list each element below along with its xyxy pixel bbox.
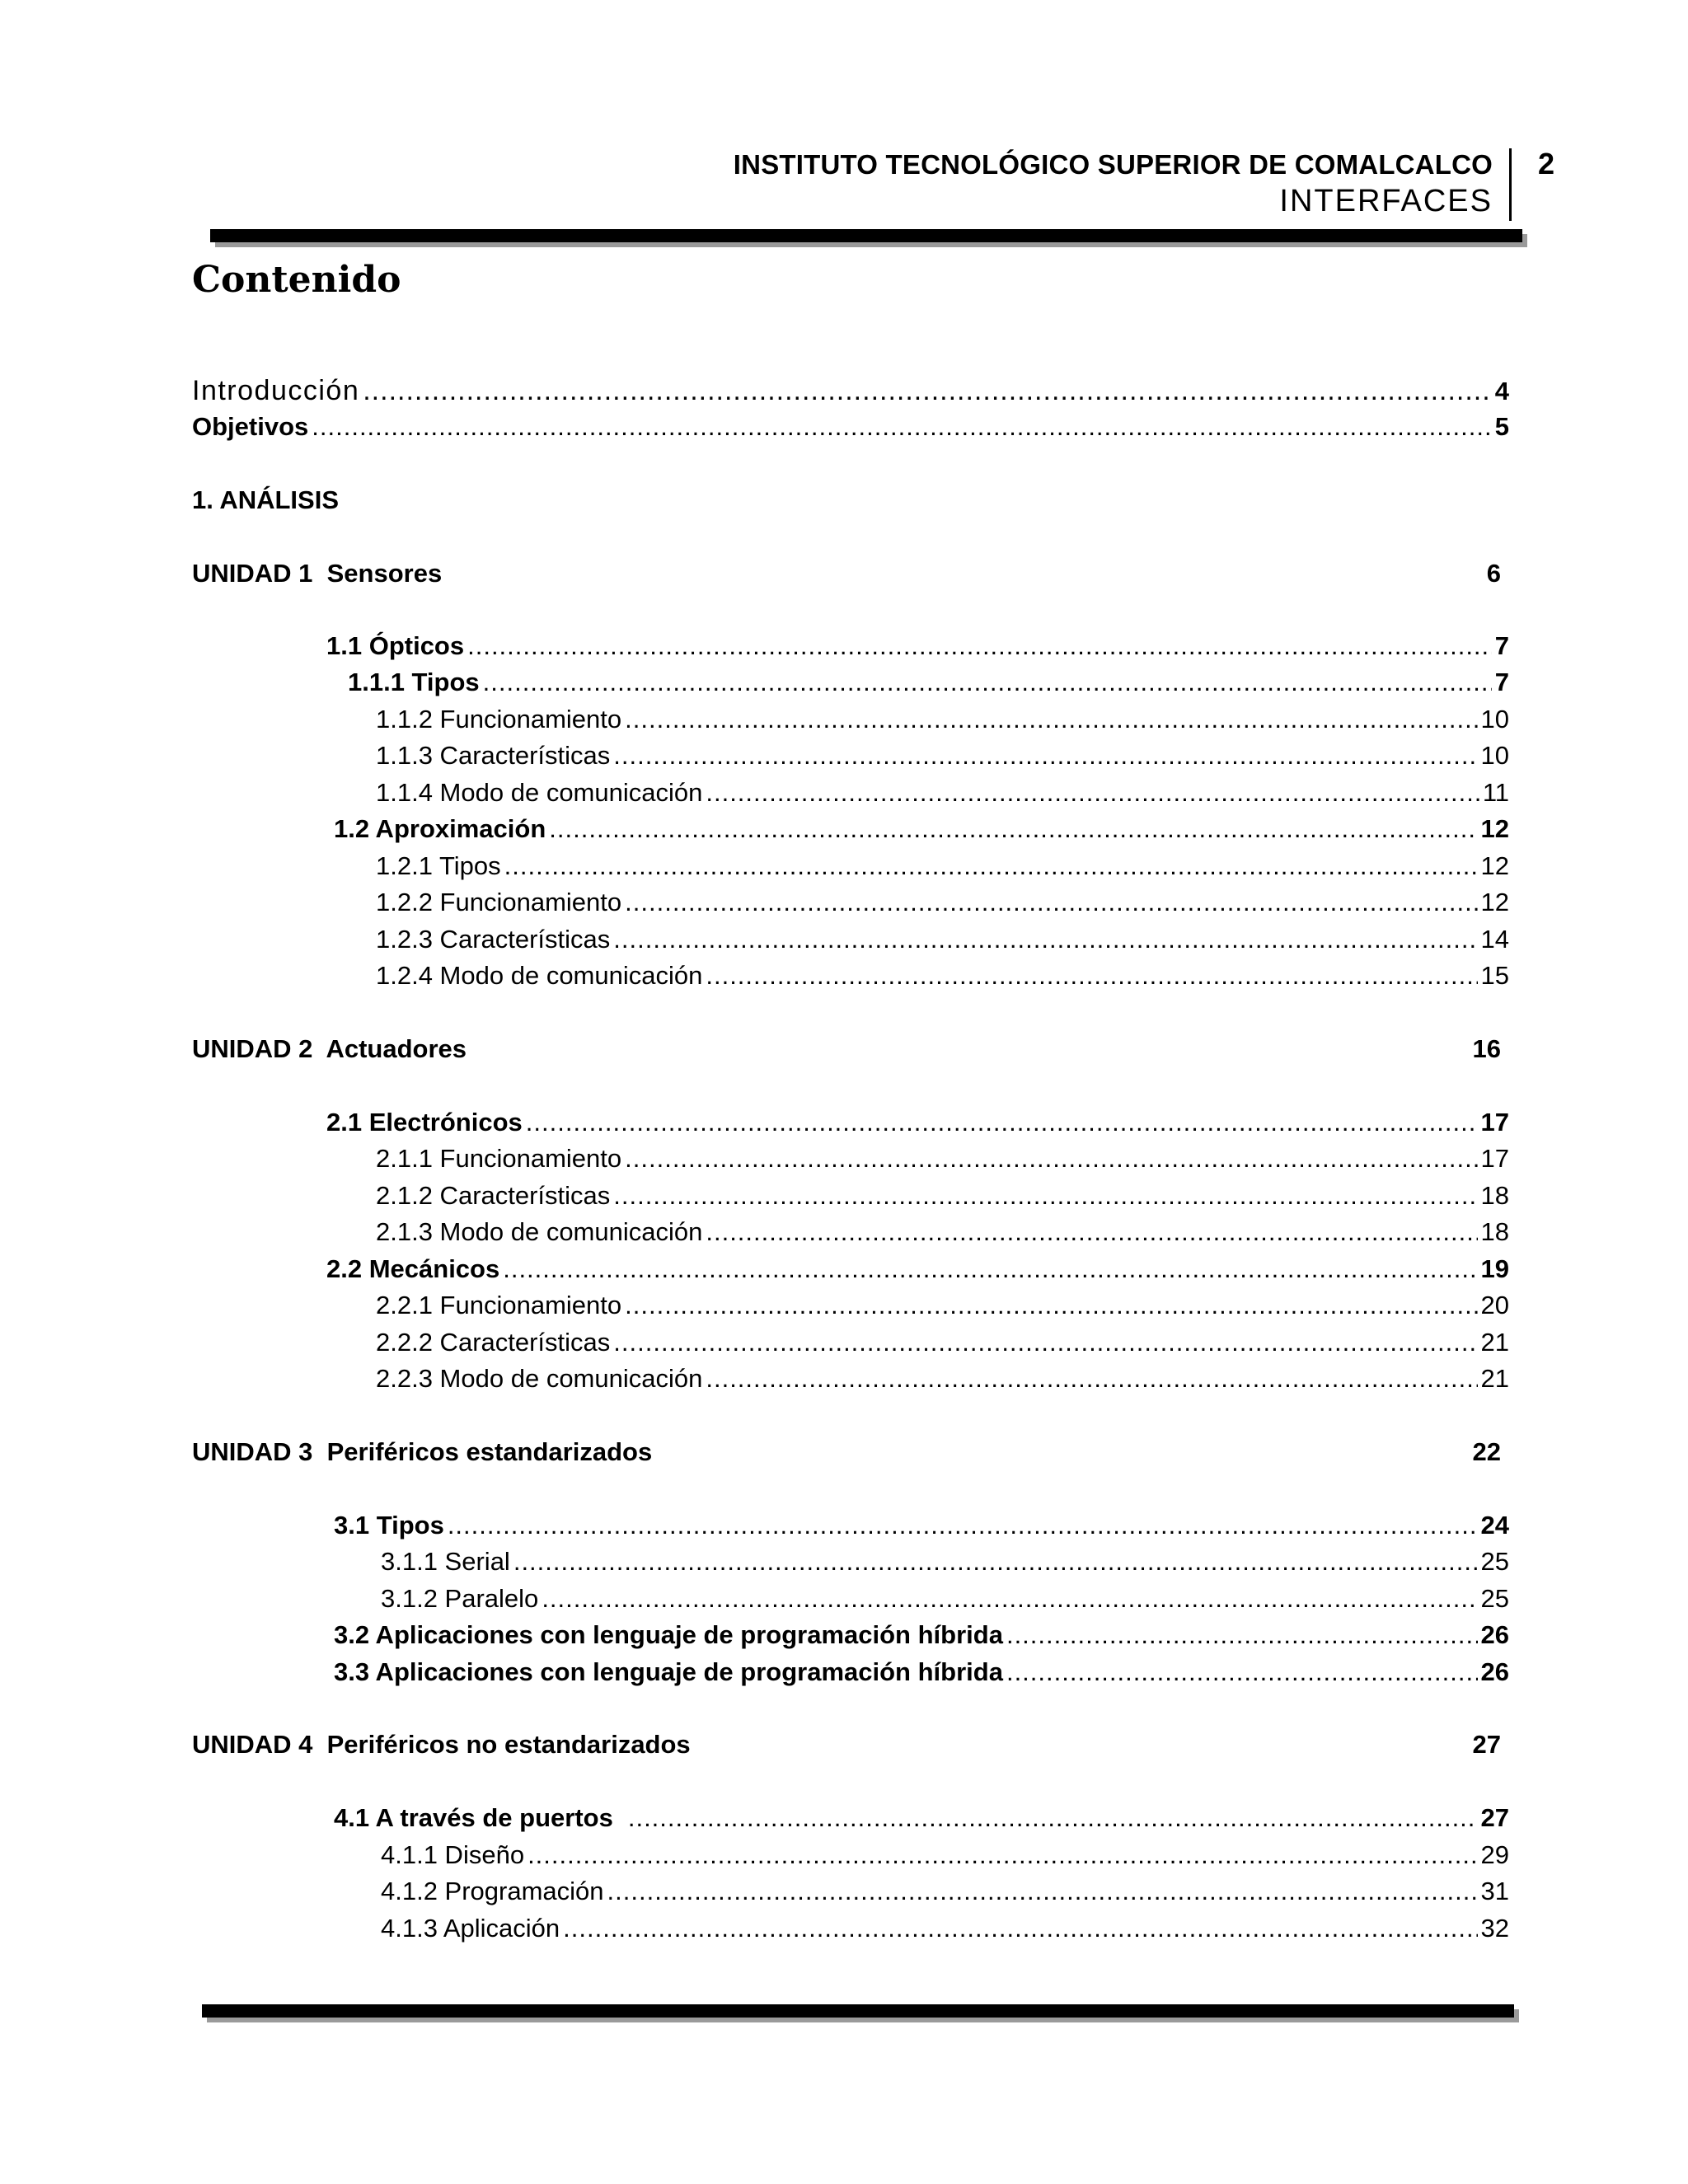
toc-entry[interactable] [376, 958, 1509, 994]
toc-entry-label: 4.1.2 Programación [381, 1877, 604, 1905]
toc-entry-page: 5 [1494, 412, 1509, 441]
dot-leader [613, 738, 1477, 774]
toc-entry-label: 2.2.1 Funcionamiento [376, 1291, 622, 1319]
page-number: 2 [1538, 147, 1555, 180]
institution-name: INSTITUTO TECNOLÓGICO SUPERIOR DE COMALCALCO [733, 149, 1493, 180]
toc-entry-page: 7 [1494, 668, 1509, 696]
toc-entry-page: 31 [1480, 1877, 1509, 1905]
dot-leader [625, 1141, 1477, 1177]
header-rule [210, 229, 1522, 242]
dot-leader [513, 1544, 1478, 1580]
dot-leader [312, 409, 1491, 445]
unit-page: 6 [1486, 559, 1501, 588]
toc-entry-label: 3.2 Aplicaciones con lenguaje de programación híbrida [334, 1620, 1003, 1649]
dot-leader [706, 958, 1477, 994]
toc-entry-page: 29 [1480, 1840, 1509, 1869]
toc-entry[interactable] [381, 1581, 1509, 1617]
toc-entry-label: Objetivos [192, 412, 309, 441]
toc-entry-label: 2.1.1 Funcionamiento [376, 1144, 622, 1173]
toc-entry-page: 12 [1480, 814, 1509, 843]
toc-entry-page: 7 [1494, 631, 1509, 660]
dot-leader [706, 1361, 1477, 1397]
section-heading: 1. ANÁLISIS [192, 485, 339, 514]
toc-entry-page: 25 [1480, 1547, 1509, 1576]
toc-entry-page: 12 [1480, 888, 1509, 916]
dot-leader [528, 1837, 1477, 1873]
toc-entry-label: 2.2.2 Características [376, 1328, 611, 1357]
toc-entry-label: 1.2.2 Funcionamiento [376, 888, 622, 916]
dot-leader [504, 848, 1478, 884]
toc-entry-page: 20 [1480, 1291, 1509, 1319]
toc-entry[interactable] [334, 1507, 1509, 1544]
toc-entry[interactable] [381, 1910, 1509, 1947]
dot-leader [625, 1287, 1477, 1324]
toc-unit-2[interactable] [192, 1031, 1501, 1067]
dot-leader [625, 701, 1477, 738]
dot-leader [607, 1873, 1478, 1910]
toc-entry-label: 1.2 Aproximación [334, 814, 546, 843]
toc-entry-page: 24 [1480, 1511, 1509, 1540]
toc-entry-label: 1.2.1 Tipos [376, 851, 501, 880]
toc-entry[interactable] [334, 1654, 1509, 1690]
toc-entry-label: 1.1.1 Tipos [348, 668, 480, 696]
dot-leader [526, 1104, 1478, 1141]
toc-entry-label: 3.1.1 Serial [381, 1547, 510, 1576]
unit-label: UNIDAD 3 Periféricos estandarizados [192, 1437, 653, 1466]
toc-title: Contenido [192, 259, 401, 301]
toc-entry[interactable] [326, 1104, 1509, 1141]
toc-entry-page: 14 [1480, 925, 1509, 954]
toc-entry[interactable] [376, 701, 1509, 738]
toc-entry-page: 17 [1480, 1144, 1509, 1173]
toc-entry-page: 18 [1480, 1181, 1509, 1210]
toc-entry-page: 32 [1480, 1914, 1509, 1943]
toc-entry-label: 1.2.3 Características [376, 925, 611, 954]
dot-leader [563, 1910, 1477, 1947]
toc-entry[interactable] [381, 1837, 1509, 1873]
toc-unit-3[interactable] [192, 1434, 1501, 1470]
dot-leader [613, 1324, 1477, 1361]
toc-entry[interactable] [334, 1800, 1509, 1836]
toc-entry[interactable] [376, 1324, 1509, 1361]
toc-entry-objectives[interactable] [192, 409, 1509, 445]
toc-entry-page: 11 [1482, 778, 1509, 807]
toc-entry[interactable] [326, 628, 1509, 664]
toc-entry[interactable] [376, 848, 1509, 884]
toc-entry[interactable] [381, 1544, 1509, 1580]
toc-entry-label: 2.1.2 Características [376, 1181, 611, 1210]
toc-unit-4[interactable] [192, 1727, 1501, 1763]
toc-entry-page: 15 [1480, 961, 1509, 990]
toc-entry[interactable] [376, 1287, 1509, 1324]
dot-leader [549, 811, 1477, 847]
toc-entry[interactable] [376, 1141, 1509, 1177]
dot-leader [448, 1507, 1478, 1544]
toc-entry[interactable] [348, 664, 1509, 701]
dot-leader [706, 775, 1479, 811]
toc-entry-page: 21 [1480, 1328, 1509, 1357]
running-header [734, 148, 1512, 221]
dot-leader [1006, 1654, 1478, 1690]
toc-entry-label: 1.1.4 Modo de comunicación [376, 778, 703, 807]
dot-leader [503, 1251, 1477, 1287]
toc-entry[interactable] [376, 738, 1509, 774]
subject-name: INTERFACES [1279, 184, 1493, 218]
toc-entry-label: 4.1.3 Aplicación [381, 1914, 560, 1943]
toc-entry-label: 1.1.2 Funcionamiento [376, 705, 622, 733]
toc-entry[interactable] [334, 811, 1509, 847]
toc-unit-1[interactable] [192, 555, 1501, 592]
unit-label: UNIDAD 2 Actuadores [192, 1034, 467, 1063]
dot-leader [542, 1581, 1477, 1617]
toc-entry[interactable] [326, 1251, 1509, 1287]
toc-entry-label: 2.2 Mecánicos [326, 1254, 500, 1283]
dot-leader [467, 628, 1492, 664]
toc-entry[interactable] [376, 1361, 1509, 1397]
toc-entry-page: 18 [1480, 1217, 1509, 1246]
dot-leader [613, 1178, 1477, 1214]
toc-entry[interactable] [334, 1617, 1509, 1653]
dot-leader [706, 1214, 1477, 1250]
toc-entry-page: 10 [1480, 741, 1509, 770]
dot-leader [1006, 1617, 1478, 1653]
toc-entry[interactable] [381, 1873, 1509, 1910]
toc-entry-page: 10 [1480, 705, 1509, 733]
toc-entry-label: 4.1.1 Diseño [381, 1840, 525, 1869]
toc-entry-page: 25 [1480, 1584, 1509, 1613]
toc-entry-label: 1.2.4 Modo de comunicación [376, 961, 703, 990]
toc-entry-label: 4.1 A través de puertos [334, 1803, 613, 1832]
unit-page: 27 [1472, 1730, 1501, 1759]
toc-entry-introduction[interactable] [192, 373, 1509, 410]
toc-entry-page: 21 [1480, 1364, 1509, 1393]
toc-entry-label: 3.3 Aplicaciones con lenguaje de programación híbrida [334, 1657, 1003, 1686]
unit-page: 16 [1472, 1034, 1501, 1063]
dot-leader [483, 664, 1492, 701]
unit-label: UNIDAD 4 Periféricos no estandarizados [192, 1730, 691, 1759]
dot-leader [363, 373, 1492, 409]
toc-entry[interactable] [376, 775, 1509, 811]
toc-entry-label: 2.1 Electrónicos [326, 1108, 523, 1137]
toc-entry[interactable] [376, 921, 1509, 958]
dot-leader [625, 884, 1477, 921]
toc-entry-page: 12 [1480, 851, 1509, 880]
toc-entry-label: 3.1 Tipos [334, 1511, 444, 1540]
toc-entry[interactable] [376, 1214, 1509, 1250]
toc-entry-page: 17 [1480, 1108, 1509, 1137]
toc-entry-label: 2.2.3 Modo de comunicación [376, 1364, 703, 1393]
unit-label: UNIDAD 1 Sensores [192, 559, 443, 588]
toc-entry-label: 1.1 Ópticos [326, 631, 465, 660]
toc-entry-label: 3.1.2 Paralelo [381, 1584, 539, 1613]
toc-entry-page: 27 [1480, 1803, 1509, 1832]
toc-entry-page: 26 [1480, 1620, 1509, 1649]
toc-entry-page: 26 [1480, 1657, 1509, 1686]
toc-entry-label: 1.1.3 Características [376, 741, 611, 770]
dot-leader [628, 1800, 1478, 1836]
toc-entry-label: 2.1.3 Modo de comunicación [376, 1217, 703, 1246]
toc-entry-page: 19 [1480, 1254, 1509, 1283]
toc-entry-label: Introducción [192, 375, 360, 406]
toc-entry[interactable] [376, 884, 1509, 921]
dot-leader [613, 921, 1477, 958]
toc-entry[interactable] [376, 1178, 1509, 1214]
footer-rule [202, 2004, 1514, 2018]
toc-entry-page: 4 [1494, 377, 1509, 405]
unit-page: 22 [1472, 1437, 1501, 1466]
